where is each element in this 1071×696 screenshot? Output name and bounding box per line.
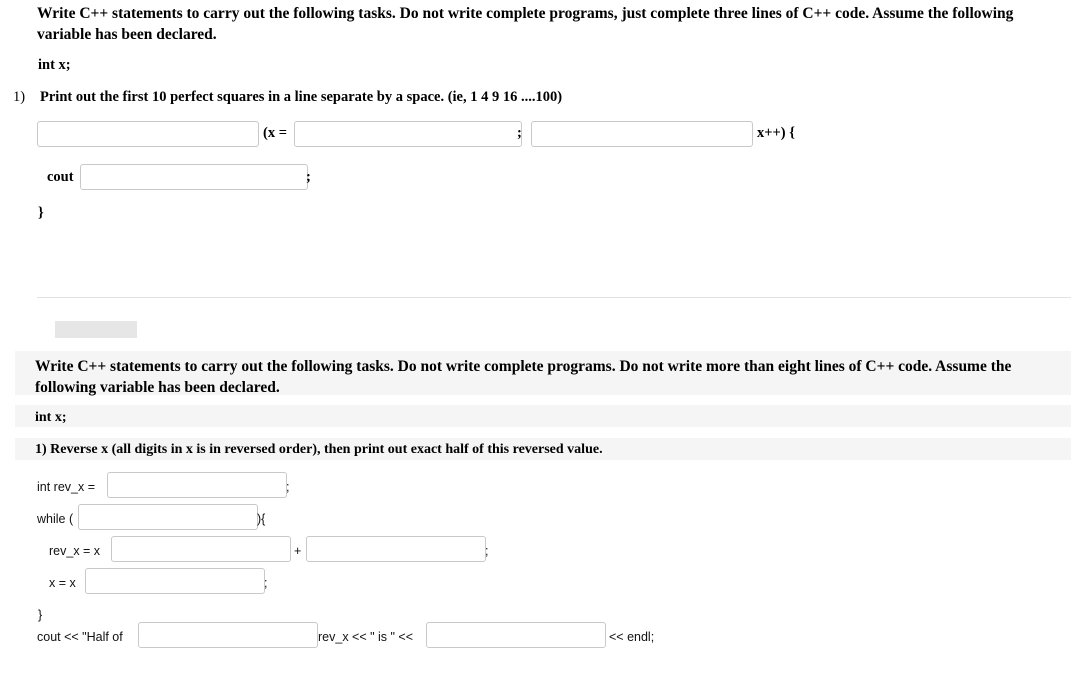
highlight-band-declaration (15, 405, 1071, 427)
question-2-declaration: int x; (35, 410, 67, 425)
rev-x-expression-1-input[interactable] (111, 536, 291, 562)
question-1-task: Print out the first 10 perfect squares in a line separate by a space. (ie, 1 4 9 16 ....100) (40, 89, 563, 105)
for-condition-input[interactable] (294, 121, 522, 147)
question-1-declaration: int x; (38, 57, 71, 73)
label-semicolon-2: ; (485, 544, 489, 558)
redacted-label (55, 321, 137, 338)
label-cout-half: cout << "Half of (37, 630, 123, 644)
question-2-task: 1) Reverse x (all digits in x is in reversed order), then print out exact half of this reversed value. (35, 442, 603, 457)
rev-x-init-input[interactable] (107, 472, 290, 498)
label-cout-middle: rev_x << " is " << (318, 630, 414, 644)
label-opening-brace: ){ (257, 512, 266, 526)
label-rev-x-assign: rev_x = x (49, 544, 101, 558)
label-cout-end: << endl; (609, 630, 655, 644)
cout-expression-2-input[interactable] (426, 622, 606, 648)
label-closing-brace: } (38, 608, 43, 622)
question-1-intro: Write C++ statements to carry out the following tasks. Do not write complete programs, just complete three lines of C++ code. Assume the following variable has been declared. (37, 5, 1014, 43)
for-init-input[interactable] (37, 121, 259, 147)
while-condition-input[interactable] (78, 504, 258, 530)
label-semicolon-2: ; (306, 169, 311, 185)
label-semicolon-3: ; (264, 576, 268, 590)
question-1-number: 1) (13, 89, 26, 105)
label-while: while ( (37, 512, 74, 526)
section-divider (37, 297, 1071, 298)
question-2-intro: Write C++ statements to carry out the following tasks. Do not write complete programs. Do not write more than eight lines of C++ code. Assume the following variable has been declared. (35, 358, 1012, 396)
question-2-section (0, 313, 1071, 696)
label-x-plus-plus: x++) { (757, 125, 795, 141)
label-plus: + (294, 544, 302, 558)
cout-expression-input[interactable] (80, 164, 308, 190)
x-expression-input[interactable] (85, 568, 268, 594)
label-x-equals: (x = (263, 125, 287, 141)
for-increment-input[interactable] (531, 121, 753, 147)
label-semicolon-1: ; (286, 480, 290, 494)
cout-expression-1-input[interactable] (138, 622, 318, 648)
label-cout: cout (47, 169, 74, 185)
page-left-edge (0, 313, 6, 696)
label-int-rev-x: int rev_x = (37, 480, 96, 494)
rev-x-expression-2-input[interactable] (306, 536, 489, 562)
label-closing-brace: } (38, 205, 44, 221)
label-semicolon-1: ; (517, 125, 522, 141)
label-x-assign: x = x (49, 576, 76, 590)
